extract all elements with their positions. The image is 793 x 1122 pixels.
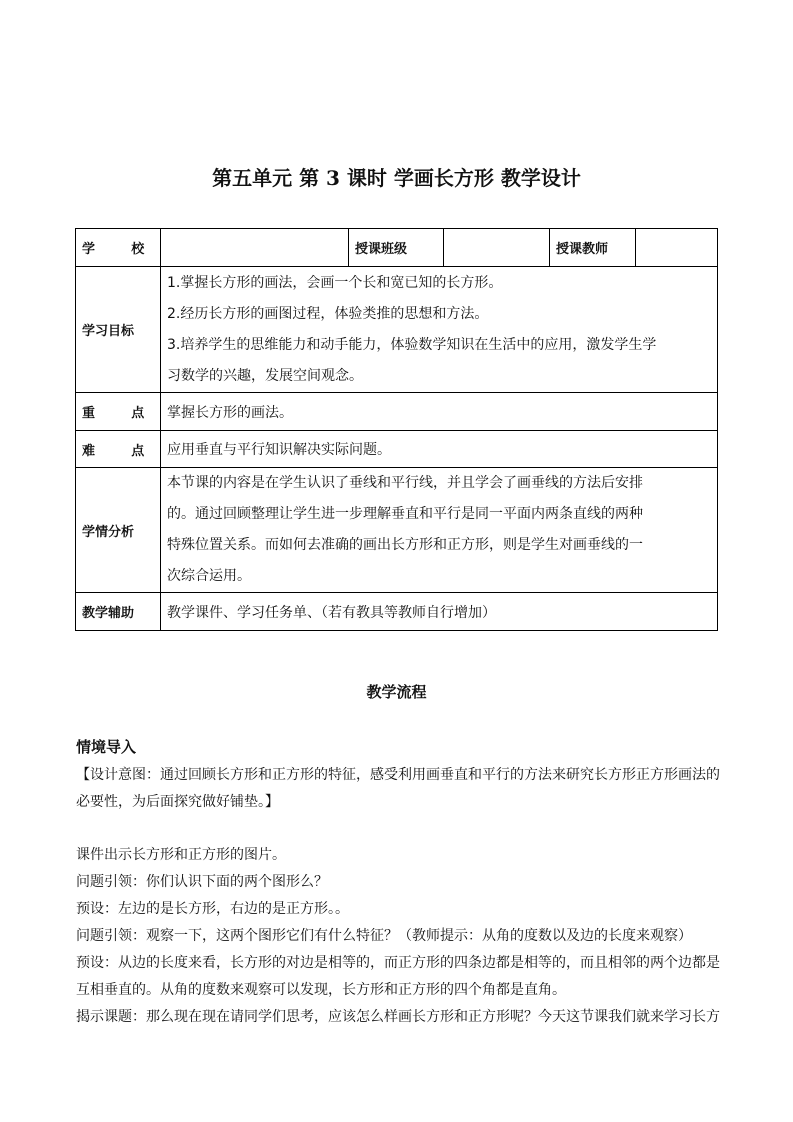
goal-line: 1.掌握长方形的画法，会画一个长和宽已知的长方形。 — [167, 274, 503, 291]
analysis-label: 学情分析 — [76, 468, 161, 593]
analysis-line: 本节课的内容是在学生认识了垂线和平行线，并且学会了画垂线的方法后安排 — [167, 475, 643, 491]
body-line: 预设：左边的是长方形，右边的是正方形。。 — [76, 901, 349, 917]
teacher-label: 授课教师 — [550, 229, 636, 267]
table-row — [76, 267, 718, 393]
flow-body — [76, 842, 721, 1031]
document-title: 第五单元 第 3 课时 学画长方形 教学设计 — [212, 166, 581, 190]
school-label: 学 校 — [76, 229, 161, 267]
table-row — [76, 593, 718, 631]
goal-line: 3.培养学生的思维能力和动手能力，体验数学知识在生活中的应用，激发学生学 — [167, 336, 657, 353]
body-line: 课件出示长方形和正方形的图片。 — [76, 847, 286, 863]
class-label: 授课班级 — [349, 229, 444, 267]
table-row — [76, 393, 718, 431]
intent-line: 【设计意图：通过回顾长方形和正方形的特征，感受利用画垂直和平行的方法来研究长方形正方形画法的 — [76, 767, 720, 783]
goal-line: 习数学的兴趣，发展空间观念。 — [167, 367, 363, 384]
aids-value: 教学课件、学习任务单、（若有教具等教师自行增加） — [161, 593, 718, 631]
aids-label: 教学辅助 — [76, 593, 161, 631]
intent-line: 必要性，为后面探究做好铺垫。】 — [76, 794, 279, 810]
design-intent — [76, 762, 721, 816]
teacher-value — [636, 229, 718, 267]
table-row — [76, 431, 718, 468]
goals-label: 学习目标 — [76, 267, 161, 393]
body-line: 揭示课题：那么现在现在请同学们思考，应该怎么样画长方形和正方形呢？今天这节课我们就来学习长方 — [76, 1009, 720, 1025]
teaching-flow-heading: 教学流程 — [366, 683, 427, 701]
class-value — [444, 229, 550, 267]
analysis-line: 的。通过回顾整理让学生进一步理解垂直和平行是同一平面内两条直线的两种 — [167, 506, 643, 522]
body-line: 互相垂直的。从角的度数来观察可以发现，长方形和正方形的四个角都是直角。 — [76, 982, 566, 998]
table-row — [76, 229, 718, 267]
body-line: 预设：从边的长度来看，长方形的对边是相等的，而正方形的四条边都是相等的，而且相邻的两个边都是 — [76, 955, 720, 971]
difficulty-value: 应用垂直与平行知识解决实际问题。 — [161, 431, 718, 468]
lesson-info-table — [75, 228, 718, 631]
analysis-cell — [161, 468, 718, 593]
analysis-line: 特殊位置关系。而如何去准确的画出长方形和正方形，则是学生对画垂线的一 — [167, 537, 643, 553]
section-title-intro: 情境导入 — [76, 738, 137, 756]
analysis-line: 次综合运用。 — [167, 568, 251, 584]
difficulty-label: 难 点 — [76, 431, 161, 468]
key-point-value: 掌握长方形的画法。 — [161, 393, 718, 431]
body-line: 问题引领：你们认识下面的两个图形么？ — [76, 874, 328, 890]
key-point-label: 重 点 — [76, 393, 161, 431]
goal-line: 2.经历长方形的画图过程，体验类推的思想和方法。 — [167, 305, 489, 322]
school-value — [161, 229, 349, 267]
table-row — [76, 468, 718, 593]
body-line: 问题引领：观察一下，这两个图形它们有什么特征？（教师提示：从角的度数以及边的长度来观察） — [76, 928, 692, 944]
goals-cell — [161, 267, 718, 393]
